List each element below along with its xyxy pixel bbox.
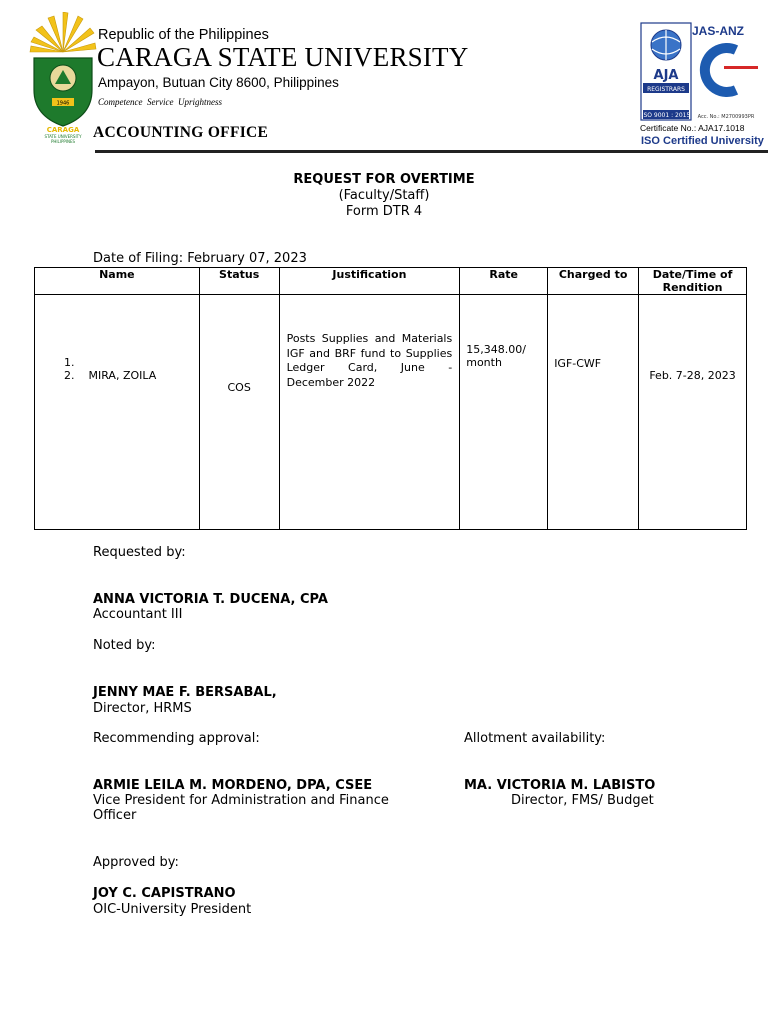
- header-rendition: Date/Time of Rendition: [639, 268, 747, 295]
- overtime-table: [34, 267, 747, 530]
- charged-to-value: IGF-CWF: [554, 357, 602, 370]
- svg-text:PHILIPPINES: PHILIPPINES: [50, 139, 76, 144]
- republic-line: Republic of the Philippines: [98, 27, 269, 43]
- employee-status: COS: [227, 381, 251, 394]
- iso-certification-badge: [640, 22, 762, 122]
- cell-name: [35, 295, 200, 530]
- svg-text:REGISTRARS: REGISTRARS: [647, 86, 685, 93]
- university-address: Ampayon, Butuan City 8600, Philippines: [98, 75, 339, 90]
- allotment-availability-label: Allotment availability:: [464, 731, 606, 746]
- svg-text:JAS-ANZ: JAS-ANZ: [691, 24, 745, 38]
- svg-text:Acc. No.: M2700993PR: Acc. No.: M2700993PR: [697, 114, 755, 120]
- iso-certified-label: ISO Certified University: [641, 135, 764, 147]
- motto-uprightness: Uprightness: [177, 97, 222, 107]
- university-seal-logo: [28, 12, 98, 144]
- header-status: Status: [199, 268, 279, 295]
- requested-by-title: Accountant III: [93, 607, 183, 622]
- cell-status: [199, 295, 279, 530]
- recommending-approval-label: Recommending approval:: [93, 731, 260, 746]
- approved-by-name: JOY C. CAPISTRANO: [93, 886, 236, 901]
- form-title: REQUEST FOR OVERTIME: [293, 172, 475, 187]
- cell-charged-to: [548, 295, 639, 530]
- form-subtitle: (Faculty/Staff): [338, 188, 430, 203]
- svg-text:CARAGA: CARAGA: [46, 126, 80, 134]
- header-charged-to: Charged to: [548, 268, 639, 295]
- cell-justification: [279, 295, 460, 530]
- approved-by-label: Approved by:: [93, 855, 179, 870]
- date-of-filing: Date of Filing: February 07, 2023: [93, 251, 307, 266]
- justification-text: Posts Supplies and Materials IGF and BRF fund to Supplies Ledger Card, June - December 2022: [286, 332, 453, 389]
- approved-by-title: OIC-University President: [93, 902, 252, 917]
- recommending-approval-name: ARMIE LEILA M. MORDENO, DPA, CSEE: [93, 778, 373, 793]
- university-name: CARAGA STATE UNIVERSITY: [97, 42, 469, 72]
- rate-value: 15,348.00/ month: [466, 343, 526, 369]
- cell-rate: [460, 295, 548, 530]
- item-number-2: 2.: [64, 369, 75, 382]
- svg-text:STATE UNIVERSITY: STATE UNIVERSITY: [44, 134, 82, 139]
- employee-name: MIRA, ZOILA: [88, 369, 157, 382]
- requested-by-name: ANNA VICTORIA T. DUCENA, CPA: [93, 592, 328, 607]
- motto-competence: Competence: [98, 97, 143, 107]
- noted-by-label: Noted by:: [93, 638, 156, 653]
- header-name: Name: [35, 268, 200, 295]
- form-number: Form DTR 4: [345, 204, 423, 219]
- requested-by-label: Requested by:: [93, 545, 186, 560]
- recommending-approval-title: Vice President for Administration and Finance: [93, 793, 389, 808]
- svg-text:1946: 1946: [56, 100, 70, 107]
- university-motto: [98, 97, 222, 107]
- allotment-availability-title: Director, FMS/ Budget: [511, 793, 654, 808]
- certificate-number: Certificate No.: AJA17.1018: [640, 123, 745, 133]
- svg-text:ISO 9001 : 2015: ISO 9001 : 2015: [641, 112, 691, 119]
- item-number-1: 1.: [64, 356, 75, 369]
- header-rate: Rate: [460, 268, 548, 295]
- table-row: [35, 295, 747, 530]
- noted-by-title: Director, HRMS: [93, 701, 192, 716]
- rendition-value: Feb. 7-28, 2023: [649, 369, 736, 382]
- table-header-row: [35, 268, 747, 295]
- office-name: ACCOUNTING OFFICE: [93, 124, 269, 141]
- noted-by-name: JENNY MAE F. BERSABAL,: [93, 685, 277, 700]
- motto-service: Service: [146, 97, 174, 107]
- cell-rendition: [639, 295, 747, 530]
- header-justification: Justification: [279, 268, 460, 295]
- header-divider: [95, 150, 768, 153]
- allotment-availability-name: MA. VICTORIA M. LABISTO: [464, 778, 656, 793]
- recommending-approval-title-2: Officer: [93, 808, 137, 823]
- svg-text:AJA: AJA: [653, 68, 679, 83]
